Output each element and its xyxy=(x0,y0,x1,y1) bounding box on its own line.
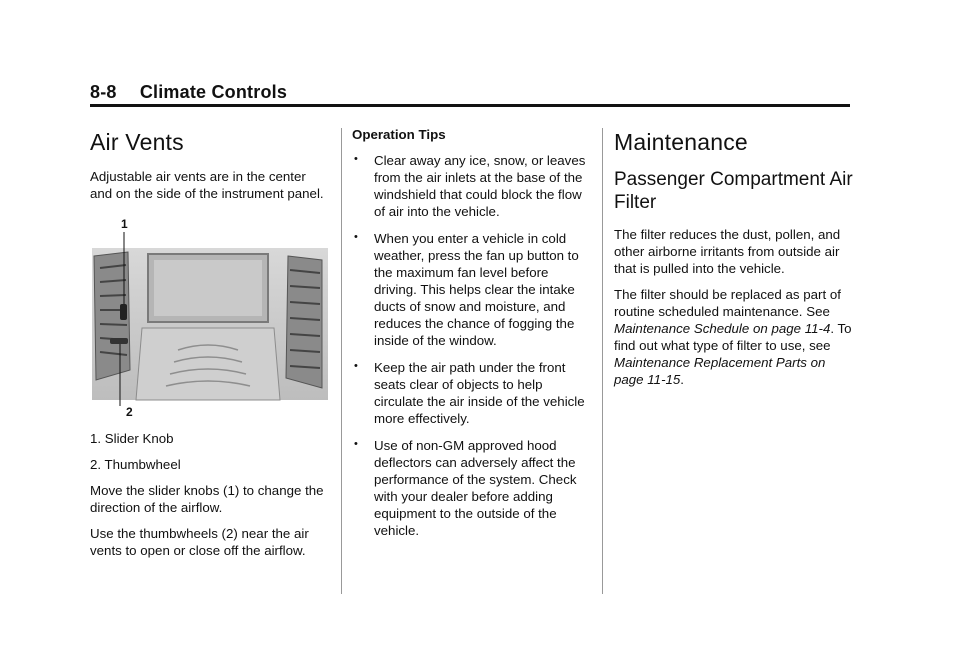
bullet-icon: • xyxy=(354,360,358,372)
page-header xyxy=(90,82,850,103)
list-item xyxy=(352,230,592,349)
header-rule xyxy=(90,104,850,107)
operation-tips-list xyxy=(352,152,592,539)
slider-knob xyxy=(120,304,127,320)
air-filter-paragraph-2-text-a: The filter should be replaced as part of routine scheduled maintenance. See xyxy=(614,287,841,319)
chapter-title: Climate Controls xyxy=(139,82,288,102)
bullet-icon: • xyxy=(354,231,358,243)
display-glass xyxy=(154,260,262,316)
bullet-icon: • xyxy=(354,438,358,450)
column-divider-1 xyxy=(341,128,342,594)
air-filter-paragraph-2-text-c: . xyxy=(680,372,684,387)
slider-knob-paragraph: Move the slider knobs (1) to change the direction of the airflow. xyxy=(90,483,324,515)
column-air-vents xyxy=(90,126,330,568)
thumbwheel-paragraph: Use the thumbwheels (2) near the air vents to open or close off the airflow. xyxy=(90,526,309,558)
bullet-icon: • xyxy=(354,153,358,165)
air-filter-paragraph-1: The filter reduces the dust, pollen, and other airborne irritants from outside air that is pulled into the vehicle. xyxy=(614,227,841,276)
air-vents-heading: Air Vents xyxy=(90,129,184,155)
list-item xyxy=(352,152,592,220)
legend-item-slider-knob: 1. Slider Knob xyxy=(90,431,174,446)
list-item-text: Clear away any ice, snow, or leaves from the air inlets at the base of the windshield that could block the flow of air into the vehicle. xyxy=(374,153,586,219)
callout-2: 2 xyxy=(126,405,133,419)
maintenance-heading: Maintenance xyxy=(614,129,748,155)
thumbwheel xyxy=(110,338,128,344)
list-item-text: Use of non-GM approved hood deflectors can adversely affect the performance of the system. Check with your dealer before adding equipment to the outside of the vehicle. xyxy=(374,438,577,538)
air-filter-paragraph-2-text-b: . To find out what type of filter to use, see xyxy=(614,321,852,353)
air-vents-intro: Adjustable air vents are in the center and on the side of the instrument panel. xyxy=(90,169,324,201)
control-panel xyxy=(136,328,280,400)
list-item xyxy=(352,437,592,539)
list-item-text: When you enter a vehicle in cold weather, press the fan up button to the maximum fan level before driving. This helps clear the intake ducts of snow and moisture, and reduces the chance of fogging the inside of the window. xyxy=(374,231,579,348)
replacement-parts-reference: Maintenance Replacement Parts on page 11-15 xyxy=(614,355,826,387)
page-number: 8-8 xyxy=(90,82,117,102)
column-maintenance xyxy=(614,126,854,397)
operation-tips-title: Operation Tips xyxy=(352,127,446,142)
column-divider-2 xyxy=(602,128,603,594)
legend-item-thumbwheel: 2. Thumbwheel xyxy=(90,457,181,472)
list-item-text: Keep the air path under the front seats clear of objects to help circulate the air inside of the vehicle more effectively. xyxy=(374,360,585,426)
list-item xyxy=(352,359,592,427)
column-operation-tips xyxy=(352,126,592,549)
air-vent-illustration xyxy=(90,220,330,420)
air-filter-subheading: Passenger Compartment Air Filter xyxy=(614,169,853,213)
air-filter-paragraph-2 xyxy=(614,286,854,388)
callout-1: 1 xyxy=(121,217,128,231)
maintenance-schedule-reference: Maintenance Schedule on page 11-4 xyxy=(614,321,831,336)
air-vent-figure xyxy=(90,217,330,420)
